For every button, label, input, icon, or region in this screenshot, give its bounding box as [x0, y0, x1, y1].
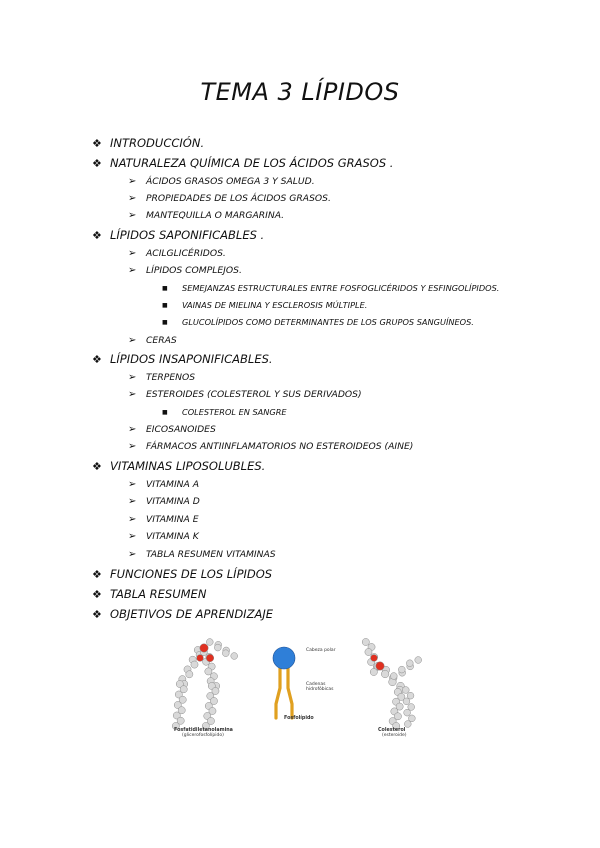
toc-item-text: VITAMINAS LIPOSOLUBLES. [110, 459, 266, 473]
toc-item-level2 [128, 210, 284, 221]
toc-item-text: VITAMINA E [146, 514, 199, 525]
toc-item-level2 [128, 193, 331, 204]
toc-item-text: VAINAS DE MIELINA Y ESCLEROSIS MÚLTIPLE. [182, 300, 368, 310]
toc-item-level2 [128, 441, 413, 452]
bullet-icon: ➢ [128, 372, 137, 383]
bullet-icon: ➢ [128, 531, 137, 542]
toc-item-text: EICOSANOIDES [146, 424, 216, 435]
bullet-icon: ❖ [92, 229, 102, 242]
toc-item-text: VITAMINA A [146, 479, 200, 490]
toc-item-level3 [162, 283, 499, 293]
bullet-icon: ➢ [128, 424, 137, 435]
bullet-icon: ➢ [128, 496, 137, 507]
bullet-icon: ❖ [92, 588, 102, 601]
toc-item-level2 [128, 265, 242, 276]
toc-item-text: ESTEROIDES (COLESTEROL Y SUS DERIVADOS) [146, 389, 362, 400]
toc-item-level3 [162, 407, 287, 417]
toc-item-level2 [128, 531, 199, 542]
bullet-icon: ■ [162, 409, 168, 416]
bullet-icon: ■ [162, 319, 168, 326]
toc-item-level1 [92, 459, 265, 473]
toc-item-text: VITAMINA D [146, 496, 200, 507]
lipid-figures [160, 636, 430, 748]
toc-item-text: LÍPIDOS INSAPONIFICABLES. [110, 352, 273, 366]
bullet-icon: ❖ [92, 460, 102, 473]
right-figure-subcaption: (esteroide) [382, 733, 407, 738]
toc-item-level3 [162, 317, 474, 327]
toc-item-level1 [92, 156, 393, 170]
toc-item-text: CERAS [146, 335, 177, 346]
toc-item-level2 [128, 424, 216, 435]
toc-item-text: COLESTEROL EN SANGRE [182, 407, 287, 417]
bullet-icon: ❖ [92, 157, 102, 170]
phospholipid-molecule-illustration [160, 636, 240, 732]
head-label: Cabeza polar [306, 648, 336, 653]
toc-item-level3 [162, 300, 367, 310]
toc-item-text: TABLA RESUMEN VITAMINAS [146, 549, 276, 560]
bullet-icon: ➢ [128, 549, 137, 560]
bullet-icon: ➢ [128, 479, 137, 490]
bullet-icon: ❖ [92, 608, 102, 621]
toc-item-text: TABLA RESUMEN [110, 587, 207, 601]
bullet-icon: ➢ [128, 248, 137, 259]
bullet-icon: ❖ [92, 353, 102, 366]
bullet-icon: ➢ [128, 441, 137, 452]
toc-item-level2 [128, 514, 199, 525]
toc-item-level2 [128, 389, 362, 400]
bullet-icon: ■ [162, 302, 168, 309]
bullet-icon: ❖ [92, 568, 102, 581]
cholesterol-molecule-illustration [350, 636, 430, 732]
toc-item-level2 [128, 335, 177, 346]
toc-item-text: TERPENOS [146, 372, 196, 383]
toc-item-level2 [128, 479, 199, 490]
page-title: TEMA 3 LÍPIDOS [200, 78, 400, 106]
toc-item-text: GLUCOLÍPIDOS COMO DETERMINANTES DE LOS GRUPOS SANGUÍNEOS. [182, 317, 474, 327]
toc-item-level1 [92, 228, 264, 242]
tails-label: Cadenas hidrofóbicas [306, 682, 334, 692]
toc-item-text: SEMEJANZAS ESTRUCTURALES ENTRE FOSFOGLICÉRIDOS Y ESFINGOLÍPIDOS. [182, 283, 500, 293]
toc-item-text: LÍPIDOS COMPLEJOS. [146, 265, 242, 276]
toc-item-level2 [128, 496, 200, 507]
toc-item-level2 [128, 248, 226, 259]
bullet-icon: ➢ [128, 265, 137, 276]
toc-item-level2 [128, 372, 195, 383]
toc-item-text: ACILGLICÉRIDOS. [146, 248, 226, 259]
bullet-icon: ➢ [128, 514, 137, 525]
bullet-icon: ➢ [128, 210, 137, 221]
toc-item-level1 [92, 607, 273, 621]
toc-item-text: LÍPIDOS SAPONIFICABLES . [110, 228, 265, 242]
center-figure-caption: Fosfolípido [284, 716, 314, 721]
toc-item-level2 [128, 176, 315, 187]
toc-item-text: FUNCIONES DE LOS LÍPIDOS [110, 567, 273, 581]
right-figure-caption: Colesterol [378, 728, 406, 733]
toc-item-text: PROPIEDADES DE LOS ÁCIDOS GRASOS. [146, 193, 331, 204]
toc-item-text: NATURALEZA QUÍMICA DE LOS ÁCIDOS GRASOS . [110, 156, 394, 170]
toc-item-text: OBJETIVOS DE APRENDIZAJE [110, 607, 273, 621]
bullet-icon: ➢ [128, 335, 137, 346]
phospholipid-schematic [268, 644, 302, 720]
toc-item-text: MANTEQUILLA O MARGARINA. [146, 210, 285, 221]
bullet-icon: ❖ [92, 137, 102, 150]
toc-item-level1 [92, 136, 204, 150]
bullet-icon: ➢ [128, 176, 137, 187]
toc-item-text: VITAMINA K [146, 531, 199, 542]
left-figure-caption: Fosfatidiletanolamina [174, 728, 233, 733]
toc-item-level1 [92, 352, 273, 366]
toc-item-level2 [128, 549, 276, 560]
bullet-icon: ■ [162, 285, 168, 292]
toc-item-level1 [92, 567, 272, 581]
toc-item-text: INTRODUCCIÓN. [110, 136, 205, 150]
toc-item-level1 [92, 587, 206, 601]
bullet-icon: ➢ [128, 389, 137, 400]
toc-item-text: ÁCIDOS GRASOS OMEGA 3 Y SALUD. [146, 176, 315, 187]
toc-item-text: FÁRMACOS ANTIINFLAMATORIOS NO ESTEROIDEOS (AINE) [146, 441, 414, 452]
bullet-icon: ➢ [128, 193, 137, 204]
left-figure-subcaption: (glicerofosfolípido) [182, 733, 224, 738]
